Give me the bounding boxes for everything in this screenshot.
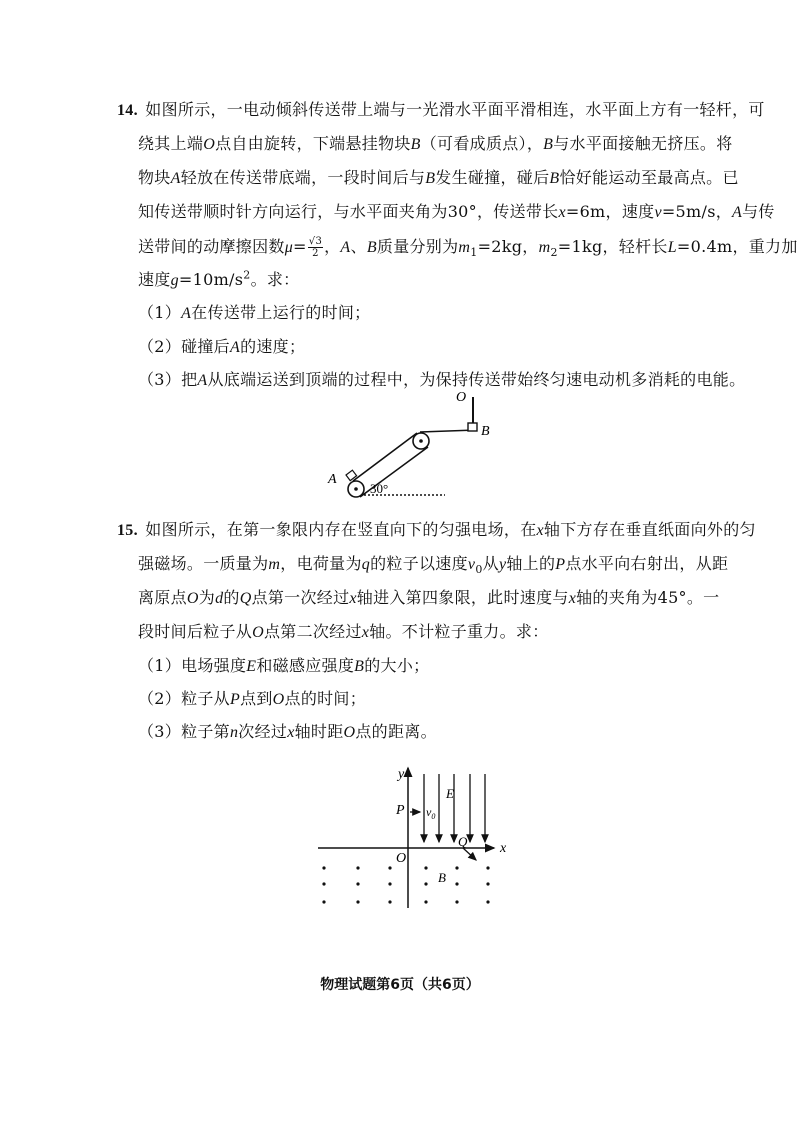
field-dot [424,882,427,885]
q15-field-figure [300,760,520,910]
field-dot [455,866,458,869]
field-dot [356,866,359,869]
q14-subquestion-1: （1）A在传送带上运行的时间； [138,303,371,322]
field-dot [486,866,489,869]
field-dot [322,866,325,869]
field-dot [388,866,391,869]
field-dot [388,882,391,885]
q15-line-3: 离原点O为d的Q点第一次经过x轴进入第四象限，此时速度与x轴的夹角为45°。一 [138,588,720,607]
label-B: B [481,424,490,439]
q14-line-2: 绕其上端O点自由旋转，下端悬挂物块B（可看成质点），B与水平面接触无挤压。将 [138,134,733,153]
field-dot [424,866,427,869]
q14-line-4: 知传送带顺时针方向运行，与水平面夹角为30°，传送带长x=6m，速度v=5m/s，A与传 [138,202,775,221]
angle-label: 30° [370,481,389,496]
q15-subquestion-3: （3）粒子第n次经过x轴时距O点的距离。 [138,722,437,741]
label-P: P [396,803,405,818]
q14-line-6: 速度$g=10m/s^2$。求： [138,268,300,289]
field-dot [486,900,489,903]
field-dot [455,900,458,903]
q15-subquestion-2: （2）粒子从P点到O点的时间； [138,689,367,708]
field-dot [486,882,489,885]
q15-line-4: 段时间后粒子从O点第二次经过x轴。不计粒子重力。求： [138,622,549,641]
block-B [468,423,477,431]
q15-subquestion-1: （1）电场强度E和磁感应强度B的大小； [138,656,430,675]
label-O: O [396,851,407,866]
label-Q: Q [458,834,468,849]
field-dot [388,900,391,903]
mu-fraction: $\frac{√3}{2}$ [308,236,323,259]
q14-line-1-text: 如图所示，一电动倾斜传送带上端与一光滑水平面平滑相连，水平面上方有一轻杆，可 [145,100,765,119]
field-dot [322,900,325,903]
label-E: E [446,786,454,801]
bottom-pulley-axle [354,487,358,491]
field-dot [424,900,427,903]
q14-line-5: 送带间的动摩擦因数μ= $\frac{√3}{2}$ ，A、B质量分别为$m_1=2kg$，$m_2=1kg$，轻杆长L=0.4m，重力加 [138,236,798,260]
label-O: O [456,390,467,405]
q14-subquestion-3: （3）把A从底端运送到顶端的过程中，为保持传送带始终匀速电动机多消耗的电能。 [138,370,746,389]
q15-number: 15. [117,522,138,539]
q15-line-2: 强磁场。一质量为m，电荷量为q的粒子以速度$v_0$从y轴上的P点水平向右射出，从距 [138,554,729,577]
label-A: A [328,472,337,487]
q14-conveyor-figure [320,385,520,505]
q15-line-1: 15. 如图所示，在第一象限内存在竖直向下的匀强电场，在x轴下方存在垂直纸面向外的匀 [117,520,756,539]
field-dot [356,900,359,903]
label-v0: $v_0$ [426,805,436,821]
page-footer: 物理试题第6页（共6页） [320,977,480,993]
q14-number: 14. [117,102,138,119]
label-B: B [438,870,446,885]
top-pulley-axle [419,439,423,443]
velocity-at-Q-arrow [463,848,476,860]
label-x: x [500,841,507,856]
belt-top [353,433,417,481]
magnetic-field-dots [322,866,489,903]
field-dot [356,882,359,885]
field-dot [322,882,325,885]
field-dot [455,882,458,885]
q14-line-1 [117,100,765,121]
label-y: y [398,767,405,782]
q14-line-3: 物块A轻放在传送带底端，一段时间后与B发生碰撞，碰后B恰好能运动至最高点。已 [138,168,739,187]
q14-subquestion-2: （2）碰撞后A的速度； [138,337,306,356]
